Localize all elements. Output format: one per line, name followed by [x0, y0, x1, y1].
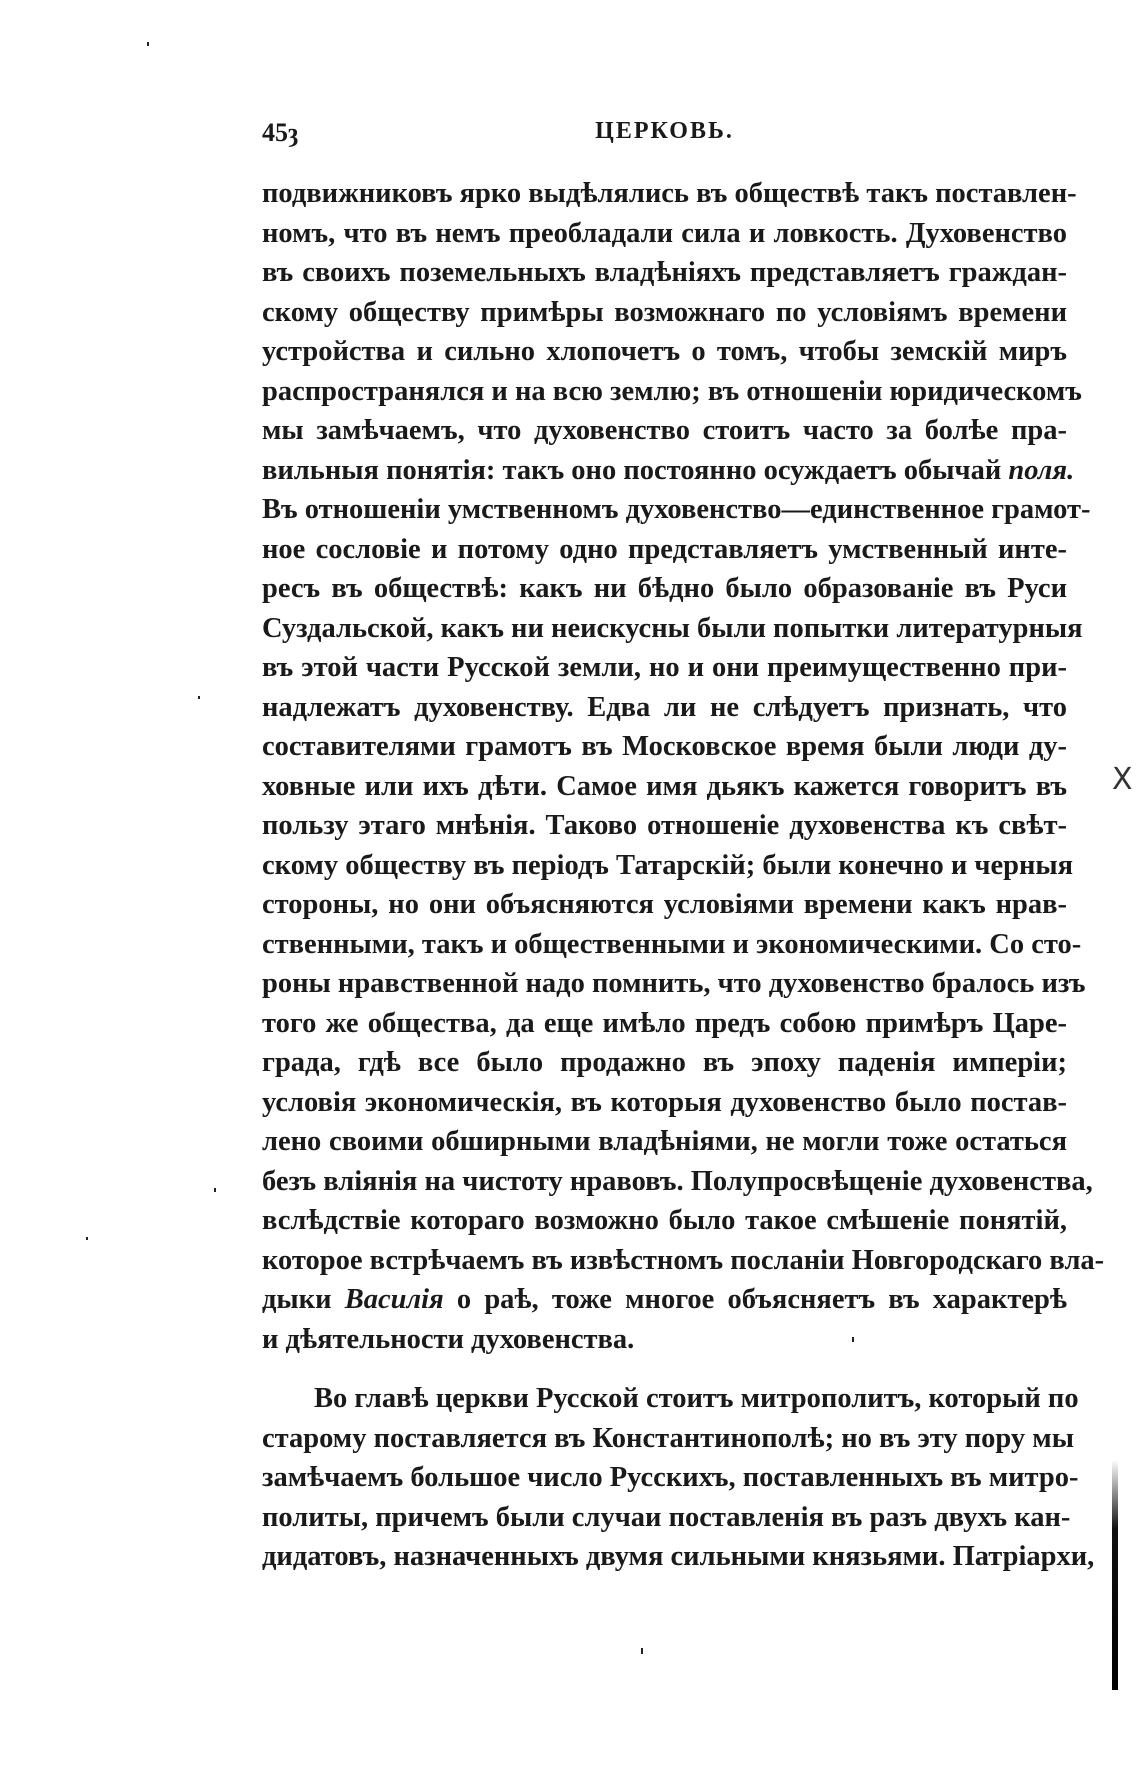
scan-speck	[147, 42, 149, 46]
text-line: ное сословіе и потому одно представляетъ умственный инте-	[262, 533, 1067, 565]
italic-term: поля.	[1008, 454, 1075, 486]
text-line: распространялся и на всю землю; въ отношеніи юридическомъ	[262, 375, 1082, 407]
text-line: и дѣятельности духовенства.	[262, 1323, 635, 1355]
text-line: въ этой части Русской земли, но и они преимущественно при-	[262, 652, 1067, 683]
running-title: ЦЕРКОВЬ.	[595, 118, 734, 144]
italic-name: Василія	[344, 1284, 444, 1315]
text-line: Въ отношеніи умственномъ духовенство—единственное грамот-	[262, 494, 1091, 525]
paragraph-2	[262, 1379, 1095, 1577]
text-segment: о раѣ, тоже многое объясняетъ въ характерѣ	[456, 1284, 1068, 1315]
text-line: устройства и сильно хлопочетъ о томъ, чтобы земскій миръ	[262, 336, 1067, 367]
text-segment: дыки	[262, 1284, 332, 1315]
text-line: лено своими обширными владѣніями, не могли тоже остаться	[262, 1126, 1067, 1157]
text-line: политы, причемъ были случаи поставленія въ разъ двухъ кан-	[262, 1501, 1071, 1533]
text-line: замѣчаемъ большое число Русскихъ, поставленныхъ въ митро-	[262, 1462, 1079, 1493]
scan-speck	[214, 1188, 216, 1192]
page-edge-shadow	[1112, 1460, 1118, 1690]
scan-speck	[198, 696, 200, 699]
text-line: мы замѣчаемъ, что духовенство стоитъ часто за болѣе пра-	[262, 415, 1067, 446]
text-segment: вильныя понятія: такъ оно постоянно осуждаетъ обычай	[262, 454, 1002, 486]
text-line: условія экономическія, въ которыя духовенство было постав-	[262, 1086, 1067, 1118]
text-line: скому обществу примѣры возможнаго по условіямъ времени	[262, 296, 1067, 328]
scan-speck	[641, 1648, 643, 1654]
text-line: въ своихъ поземельныхъ владѣніяхъ представляетъ граждан-	[262, 257, 1067, 288]
scan-speck	[852, 1337, 854, 1342]
text-line: скому обществу въ періодъ Татарскій; были конечно и черныя	[262, 849, 1074, 881]
margin-mark: X	[1112, 762, 1133, 797]
text-line: дидатовъ, назначенныхъ двумя сильными князьями. Патріархи,	[262, 1541, 1095, 1572]
text-line: ственными, такъ и общественными и экономическими. Со сто-	[262, 928, 1082, 960]
paragraph-gap	[262, 1359, 1067, 1379]
text-line: ховные или ихъ дѣти. Самое имя дьякъ кажется говоритъ въ	[262, 770, 1067, 802]
text-line: безъ вліянія на чистоту нравовъ. Полупросвѣщеніе духовенства,	[262, 1165, 1093, 1197]
text-line: составителями грамотъ въ Московское время были люди ду-	[262, 731, 1067, 762]
text-line: ресъ въ обществѣ: какъ ни бѣдно было образованіе въ Руси	[262, 573, 1067, 604]
text-line: Во главѣ церкви Русской стоитъ митрополитъ, который по	[314, 1383, 1079, 1414]
page-number: 45ȝ	[262, 118, 298, 147]
text-line: того же общества, да еще имѣло предъ собою примѣръ Царе-	[262, 1007, 1067, 1039]
text-line: старому поставляется въ Константинополѣ; но въ эту пору мы	[262, 1422, 1074, 1454]
text-line	[262, 451, 1075, 491]
text-line: которое встрѣчаемъ въ извѣстномъ посланіи Новгородскаго вла-	[262, 1244, 1105, 1276]
text-line: подвижниковъ ярко выдѣлялись въ обществѣ такъ поставлен-	[262, 178, 1077, 209]
text-line: роны нравственной надо помнить, что духовенство бралось изъ	[262, 968, 1086, 999]
body-text	[262, 174, 1105, 1577]
text-line: пользу этаго мнѣнія. Таково отношеніе духовенства къ свѣт-	[262, 810, 1067, 841]
text-line: Суздальской, какъ ни неискусны были попытки литературныя	[262, 612, 1083, 644]
scan-speck	[86, 1237, 88, 1240]
page-header	[262, 118, 1067, 152]
text-line: града, гдѣ все было продажно въ эпоху паденія имперіи;	[262, 1047, 1067, 1078]
text-line	[262, 1280, 1067, 1320]
text-line: стороны, но они объясняются условіями времени какъ нрав-	[262, 889, 1067, 920]
text-line: вслѣдствіе котораго возможно было такое смѣшеніе понятій,	[262, 1205, 1067, 1236]
text-line: надлежатъ духовенству. Едва ли не слѣдуетъ признать, что	[262, 691, 1067, 723]
paragraph-1	[262, 174, 1105, 1359]
text-line: номъ, что въ немъ преобладали сила и ловкость. Духовенство	[262, 217, 1067, 249]
